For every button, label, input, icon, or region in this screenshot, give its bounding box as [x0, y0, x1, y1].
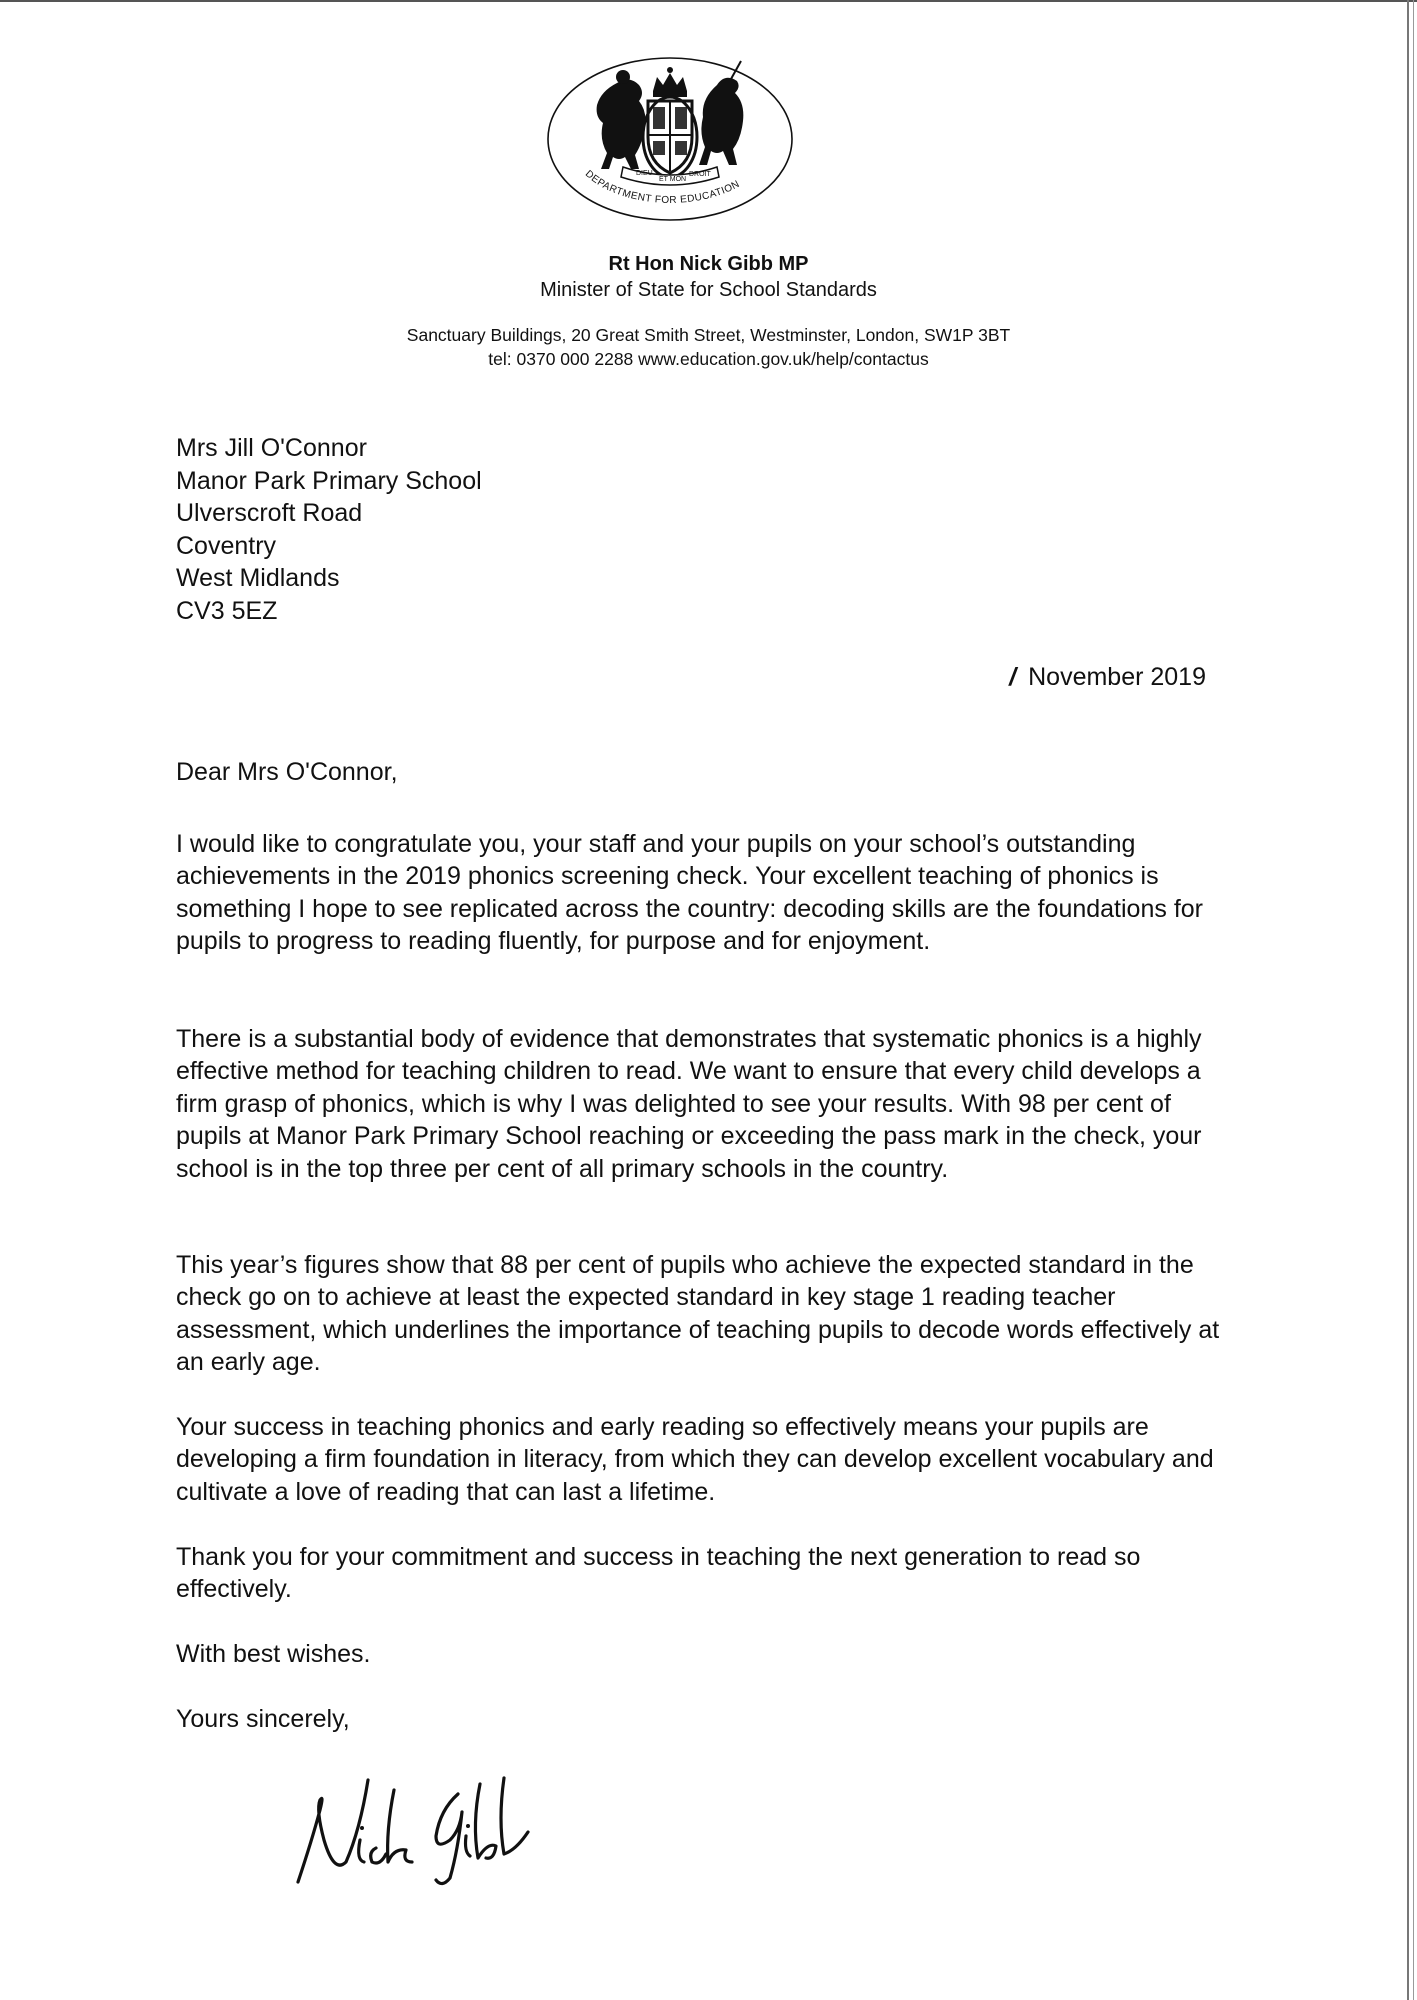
crown-icon — [653, 67, 687, 97]
crest-department-label: DEPARTMENT FOR EDUCATION — [582, 168, 742, 206]
svg-text:DIEU: DIEU — [636, 170, 653, 177]
recipient-school: Manor Park Primary School — [176, 466, 482, 495]
lion-icon — [597, 70, 646, 169]
svg-text:ET MON: ET MON — [659, 176, 687, 183]
recipient-name: Mrs Jill O'Connor — [176, 434, 367, 462]
letter-paragraph: Your success in teaching phonics and early reading so effectively means your pupils are developing a firm foundation in literacy, from which they can develop excellent vocabulary and cultivate a love of reading that can last a lifetime. — [176, 1413, 1214, 1506]
recipient-street: Ulverscroft Road — [176, 499, 363, 527]
recipient-county: West Midlands — [176, 564, 340, 592]
letter-date — [1009, 663, 1206, 692]
svg-text:DROIT: DROIT — [689, 171, 711, 178]
letter-paragraph: Thank you for your commitment and success in teaching the next generation to read so effectively. — [176, 1543, 1141, 1604]
sign-off: Yours sincerely, — [176, 1705, 350, 1733]
letter-paragraph: There is a substantial body of evidence that demonstrates that systematic phonics is a highly effective method for teaching children to read. We want to ensure that every child develops a firm grasp of phonics, which is why I was delighted to see your results. With 98 per cent of pupils at Manor Park Primary School reaching or exceeding the pass mark in the check, your school is in the top three per cent of all primary schools in the country. — [176, 1025, 1202, 1183]
letter-paragraph: This year’s figures show that 88 per cent of pupils who achieve the expected standard in the check go on to achieve at least the expected standard in key stage 1 reading teacher assessment, which underlines the importance of teaching pupils to decode words effectively at an early age. — [176, 1251, 1220, 1377]
date-month-year: November 2019 — [1028, 663, 1206, 691]
department-address: Sanctuary Buildings, 20 Great Smith Street, Westminster, London, SW1P 3BT — [406, 325, 1011, 345]
handwritten-signature — [290, 1770, 550, 1890]
unicorn-icon — [699, 61, 743, 165]
department-contact: tel: 0370 000 2288 www.education.gov.uk/help/contactus — [488, 349, 929, 369]
closing-wishes: With best wishes. — [176, 1640, 371, 1668]
recipient-postcode: CV3 5EZ — [176, 596, 278, 625]
letter-paragraph: I would like to congratulate you, your staff and your pupils on your school’s outstanding achievements in the 2019 phonics screening check. Your excellent teaching of phonics is something I hope to see replicated across the country: decoding skills are the foundations for pupils to progress to reading fluently, for purpose and for enjoyment. — [176, 830, 1203, 956]
minister-title: Minister of State for School Standards — [540, 279, 877, 301]
shield-icon — [643, 97, 697, 177]
recipient-city: Coventry — [176, 531, 277, 560]
department-for-education-crest-logo — [545, 55, 795, 223]
recipient-address-block — [176, 432, 482, 627]
salutation: Dear Mrs O'Connor, — [176, 758, 398, 786]
scan-edge-top — [0, 0, 1417, 2]
minister-name: Rt Hon Nick Gibb MP — [608, 253, 809, 275]
date-day-mark: / — [1009, 663, 1017, 691]
